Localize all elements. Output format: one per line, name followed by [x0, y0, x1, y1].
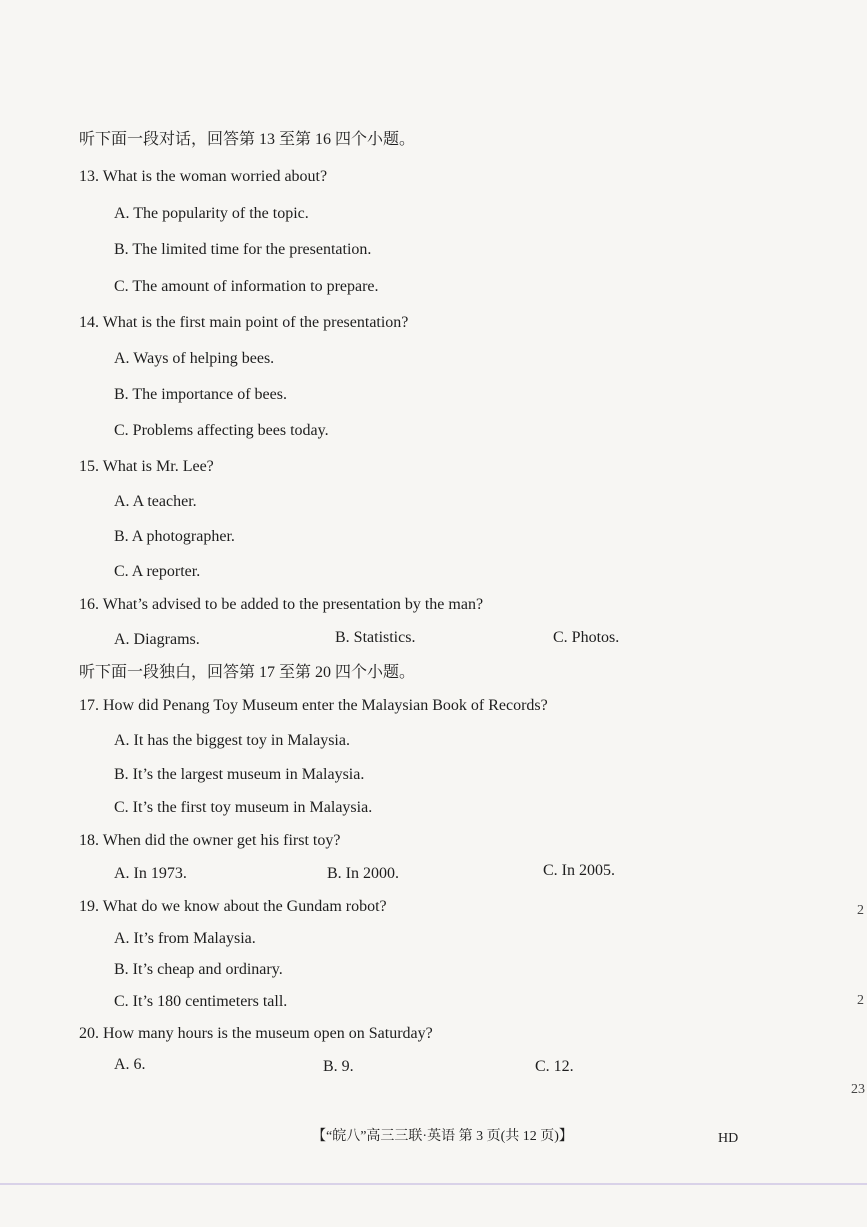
q17-option-b: B. It’s the largest museum in Malaysia.	[114, 766, 365, 783]
q13-option-b: B. The limited time for the presentation.	[114, 241, 372, 258]
q20-option-a: A. 6.	[114, 1056, 146, 1073]
q18-option-b: B. In 2000.	[327, 865, 399, 882]
q19-option-c: C. It’s 180 centimeters tall.	[114, 993, 288, 1010]
q17-option-a: A. It has the biggest toy in Malaysia.	[114, 732, 350, 749]
q20-option-b: B. 9.	[323, 1058, 354, 1075]
q14-option-b: B. The importance of bees.	[114, 386, 287, 403]
q15-option-a: A. A teacher.	[114, 493, 197, 510]
q14-option-a: A. Ways of helping bees.	[114, 350, 275, 367]
section-instruction-dialogue: 听下面一段对话，回答第 13 至第 16 四个小题。	[79, 131, 416, 148]
footer-tag: HD	[718, 1131, 739, 1146]
q18-option-a: A. In 1973.	[114, 865, 187, 882]
q16-option-b: B. Statistics.	[335, 629, 416, 646]
q14-option-c: C. Problems affecting bees today.	[114, 422, 329, 439]
question-14: 14. What is the first main point of the presentation?	[79, 314, 409, 331]
question-20: 20. How many hours is the museum open on Saturday?	[79, 1025, 433, 1042]
question-16: 16. What’s advised to be added to the presentation by the man?	[79, 596, 484, 613]
q13-option-c: C. The amount of information to prepare.	[114, 278, 379, 295]
q18-option-c: C. In 2005.	[543, 862, 615, 879]
edge-number: 23	[851, 1082, 865, 1097]
q17-option-c: C. It’s the first toy museum in Malaysia.	[114, 799, 373, 816]
page-bottom-rule	[0, 1183, 867, 1185]
q15-option-b: B. A photographer.	[114, 528, 235, 545]
q19-option-a: A. It’s from Malaysia.	[114, 930, 256, 947]
q20-option-c: C. 12.	[535, 1058, 574, 1075]
q16-option-c: C. Photos.	[553, 629, 620, 646]
q15-option-c: C. A reporter.	[114, 563, 201, 580]
page-footer: 【“皖八”高三三联·英语 第 3 页(共 12 页)】	[312, 1129, 573, 1144]
question-18: 18. When did the owner get his first toy?	[79, 832, 341, 849]
question-15: 15. What is Mr. Lee?	[79, 458, 214, 475]
q13-option-a: A. The popularity of the topic.	[114, 205, 309, 222]
edge-number: 2	[857, 993, 864, 1008]
edge-number: 2	[857, 903, 864, 918]
question-13: 13. What is the woman worried about?	[79, 168, 328, 185]
q16-option-a: A. Diagrams.	[114, 631, 200, 648]
question-17: 17. How did Penang Toy Museum enter the Malaysian Book of Records?	[79, 697, 548, 714]
question-19: 19. What do we know about the Gundam robot?	[79, 898, 387, 915]
section-instruction-monologue: 听下面一段独白，回答第 17 至第 20 四个小题。	[79, 664, 416, 681]
q19-option-b: B. It’s cheap and ordinary.	[114, 961, 283, 978]
